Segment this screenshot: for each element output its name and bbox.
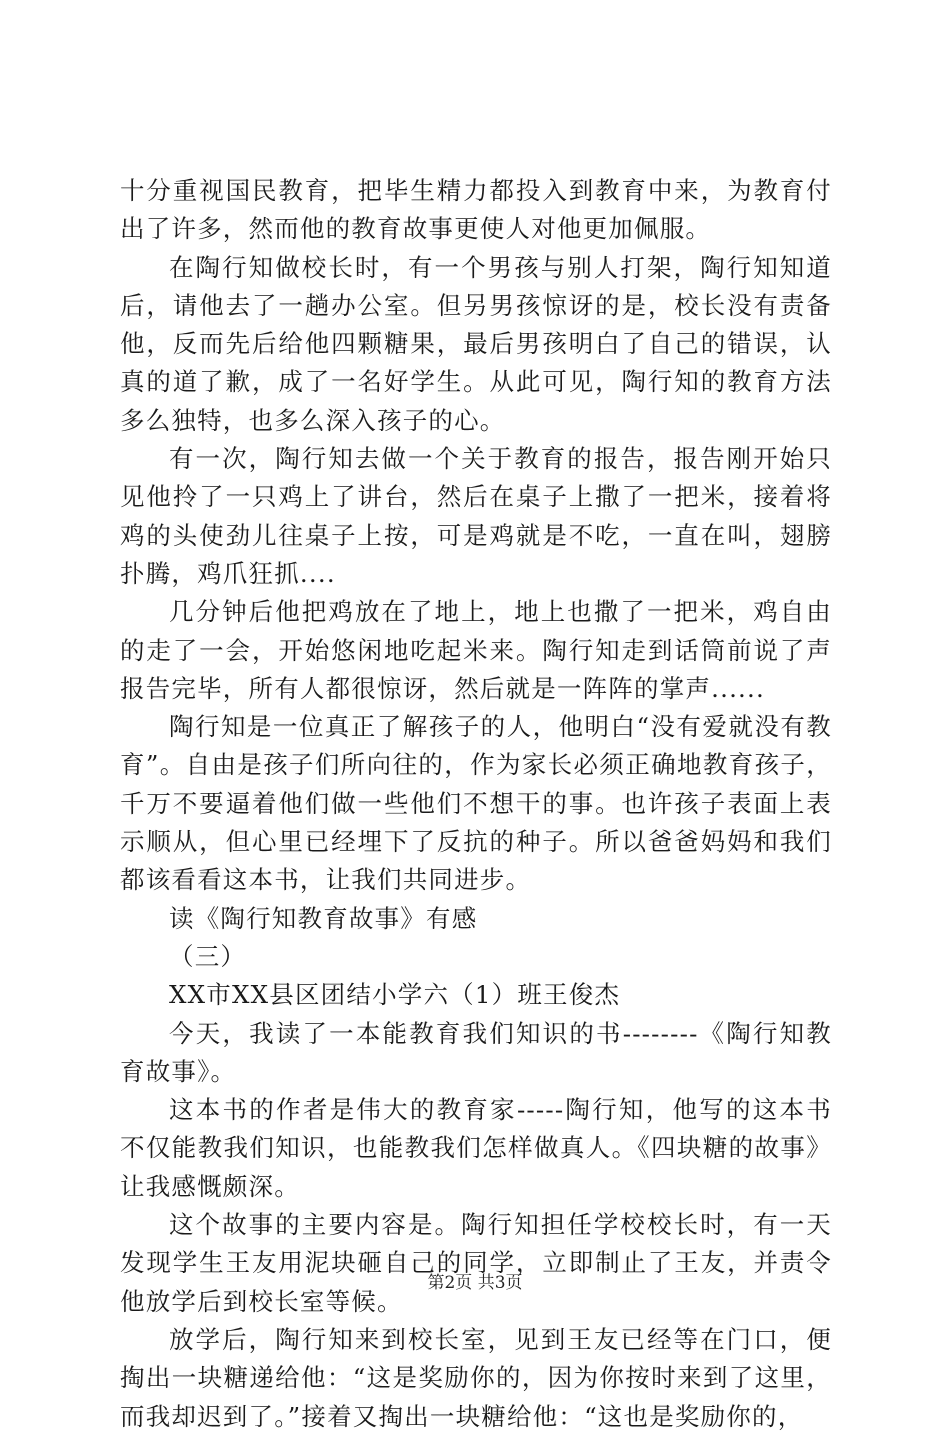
- paragraph: 十分重视国民教育，把毕生精力都投入到教育中来，为教育付出了许多，然而他的教育故事更使人对他更加佩服。: [120, 176, 832, 244]
- paragraph: 有一次，陶行知去做一个关于教育的报告，报告刚开始只见他拎了一只鸡上了讲台，然后在桌子上撒了一把米，接着将鸡的头使劲儿往桌子上按，可是鸡就是不吃，一直在叫，翅膀扑腾，鸡爪狂抓....: [120, 444, 832, 588]
- section-number: （三）: [169, 941, 247, 971]
- author-line: XX市XX县区团结小学六（1）班王俊杰: [169, 980, 621, 1010]
- page-number-footer: 第2页 共3页: [427, 1273, 523, 1293]
- paragraph: 这本书的作者是伟大的教育家-----陶行知，他写的这本书不仅能教我们知识，也能教我们怎样做真人。《四块糖的故事》让我感慨颇深。: [120, 1095, 832, 1201]
- paragraph: 今天，我读了一本能教育我们知识的书--------《陶行知教育故事》。: [120, 1018, 832, 1086]
- document-body: [120, 172, 832, 1436]
- paragraph: 几分钟后他把鸡放在了地上，地上也撒了一把米，鸡自由的走了一会，开始悠闲地吃起米来。陶行知走到话筒前说了声报告完毕，所有人都很惊讶，然后就是一阵阵的掌声......: [120, 597, 832, 703]
- paragraph: 这个故事的主要内容是。陶行知担任学校校长时，有一天发现学生王友用泥块砸自己的同学，立即制止了王友，并责令他放学后到校长室等候。: [120, 1210, 832, 1316]
- paragraph: 陶行知是一位真正了解孩子的人，他明白“没有爱就没有教育”。自由是孩子们所向往的，作为家长必须正确地教育孩子，千万不要逼着他们做一些他们不想干的事。也许孩子表面上表示顺从，但心里已经埋下了反抗的种子。所以爸爸妈妈和我们都该看看这本书，让我们共同进步。: [120, 712, 832, 895]
- section-title: 读《陶行知教育故事》有感: [169, 903, 478, 933]
- paragraph: 在陶行知做校长时，有一个男孩与别人打架，陶行知知道后，请他去了一趟办公室。但另男孩惊讶的是，校长没有责备他，反而先后给他四颗糖果，最后男孩明白了自己的错误，认真的道了歉，成了一名好学生。从此可见，陶行知的教育方法多么独特，也多么深入孩子的心。: [120, 252, 832, 435]
- paragraph: 放学后，陶行知来到校长室，见到王友已经等在门口，便掏出一块糖递给他：“这是奖励你的，因为你按时来到了这里，而我却迟到了。”接着又掏出一块糖给他：“这也是奖励你的，: [120, 1324, 832, 1431]
